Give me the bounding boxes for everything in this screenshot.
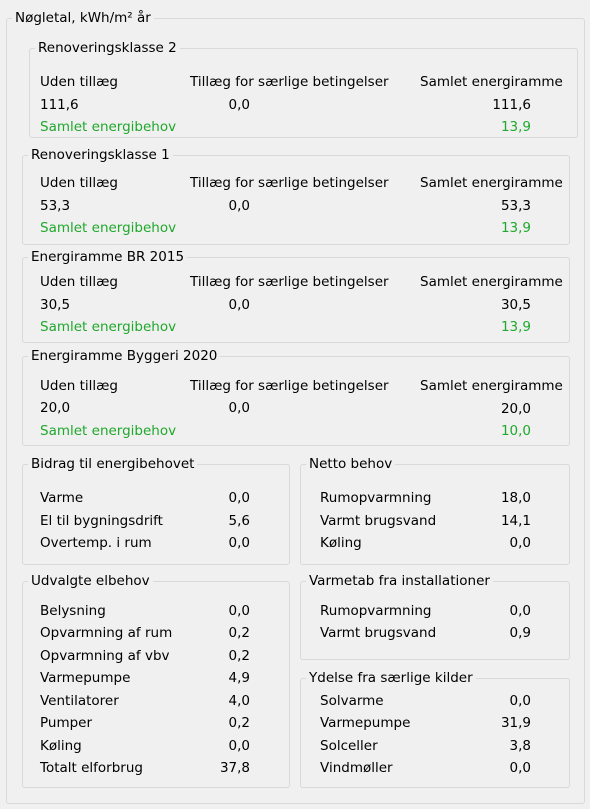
- netto-label-koeling: Køling: [320, 535, 362, 551]
- uden-tillaeg-header: Uden tillæg: [40, 175, 118, 191]
- elbehov-label: Varmepumpe: [40, 670, 131, 686]
- elbehov-label: Belysning: [40, 603, 106, 619]
- bidrag-value-overtemp: 0,0: [228, 535, 250, 551]
- samlet-value: 30,5: [500, 297, 531, 313]
- ydelse-label: Solceller: [320, 738, 378, 754]
- samlet-value: 20,0: [500, 401, 531, 417]
- netto-title: Netto behov: [306, 456, 395, 472]
- elbehov-value: 4,0: [228, 693, 250, 709]
- varmetab-value-rum: 0,0: [509, 603, 531, 619]
- samlet-header: Samlet energiramme: [420, 175, 563, 191]
- tillaeg-value: 0,0: [228, 400, 250, 416]
- samlet-value: 53,3: [500, 198, 531, 214]
- samlet-energibehov-value: 13,9: [500, 220, 531, 236]
- noegletal-title: Nøgletal, kWh/m² år: [12, 10, 154, 26]
- ydelse-value: 3,8: [509, 738, 531, 754]
- varmetab-title: Varmetab fra installationer: [306, 573, 493, 589]
- varmetab-group: [300, 573, 570, 660]
- netto-value-koeling: 0,0: [509, 535, 531, 551]
- bidrag-label-overtemp: Overtemp. i rum: [40, 535, 152, 551]
- samlet-energibehov-label: Samlet energibehov: [40, 220, 177, 236]
- uden-tillaeg-value: 53,3: [40, 198, 71, 214]
- netto-label-rum: Rumopvarmning: [320, 490, 432, 506]
- tillaeg-value: 0,0: [228, 198, 250, 214]
- tillaeg-header: Tillæg for særlige betingelser: [190, 74, 389, 90]
- elbehov-value: 0,0: [228, 738, 250, 754]
- elbehov-value: 0,2: [228, 715, 250, 731]
- samlet-energibehov-value: 13,9: [500, 119, 531, 135]
- elbehov-label: Køling: [40, 738, 82, 754]
- elbehov-title: Udvalgte elbehov: [28, 573, 153, 589]
- uden-tillaeg-value: 30,5: [40, 297, 71, 313]
- elbehov-value: 0,2: [228, 625, 250, 641]
- elbehov-value: 0,0: [228, 603, 250, 619]
- tillaeg-header: Tillæg for særlige betingelser: [190, 274, 389, 290]
- varmetab-value-brugsvand: 0,9: [509, 625, 531, 641]
- varmetab-label-brugsvand: Varmt brugsvand: [320, 625, 437, 641]
- samlet-energibehov-label: Samlet energibehov: [40, 119, 177, 135]
- uden-tillaeg-header: Uden tillæg: [40, 74, 118, 90]
- bidrag-value-el: 5,6: [228, 513, 250, 529]
- netto-value-rum: 18,0: [500, 490, 531, 506]
- ydelse-label: Solvarme: [320, 693, 384, 709]
- ydelse-value: 0,0: [509, 693, 531, 709]
- elbehov-label: Opvarmning af rum: [40, 625, 173, 641]
- elbehov-label: Ventilatorer: [40, 693, 119, 709]
- section-title: Energiramme Byggeri 2020: [28, 348, 220, 364]
- ydelse-title: Ydelse fra særlige kilder: [306, 670, 476, 686]
- samlet-energibehov-value: 13,9: [500, 319, 531, 335]
- tillaeg-header: Tillæg for særlige betingelser: [190, 175, 389, 191]
- elbehov-value: 0,2: [228, 648, 250, 664]
- ydelse-value: 0,0: [509, 760, 531, 776]
- section-title: Renoveringsklasse 2: [35, 40, 180, 56]
- elbehov-label: Opvarmning af vbv: [40, 648, 170, 664]
- uden-tillaeg-value: 111,6: [40, 97, 79, 113]
- netto-value-brugsvand: 14,1: [500, 513, 531, 529]
- ydelse-value: 31,9: [500, 715, 531, 731]
- samlet-energibehov-label: Samlet energibehov: [40, 423, 177, 439]
- uden-tillaeg-value: 20,0: [40, 400, 71, 416]
- section-title: Renoveringsklasse 1: [28, 147, 173, 163]
- tillaeg-header: Tillæg for særlige betingelser: [190, 378, 389, 394]
- samlet-value: 111,6: [492, 97, 531, 113]
- varmetab-label-rum: Rumopvarmning: [320, 603, 432, 619]
- bidrag-value-varme: 0,0: [228, 490, 250, 506]
- samlet-header: Samlet energiramme: [420, 378, 563, 394]
- elbehov-label: Pumper: [40, 715, 93, 731]
- section-title: Energiramme BR 2015: [28, 249, 187, 265]
- bidrag-label-varme: Varme: [40, 490, 84, 506]
- uden-tillaeg-header: Uden tillæg: [40, 274, 118, 290]
- elbehov-value-total: 37,8: [219, 760, 250, 776]
- ydelse-label: Varmepumpe: [320, 715, 411, 731]
- bidrag-label-el: El til bygningsdrift: [40, 513, 163, 529]
- tillaeg-value: 0,0: [228, 297, 250, 313]
- tillaeg-value: 0,0: [228, 97, 250, 113]
- samlet-header: Samlet energiramme: [420, 74, 563, 90]
- netto-label-brugsvand: Varmt brugsvand: [320, 513, 437, 529]
- samlet-header: Samlet energiramme: [420, 274, 563, 290]
- samlet-energibehov-value: 10,0: [500, 423, 531, 439]
- bidrag-title: Bidrag til energibehovet: [28, 456, 197, 472]
- uden-tillaeg-header: Uden tillæg: [40, 378, 118, 394]
- elbehov-label-total: Totalt elforbrug: [40, 760, 143, 776]
- ydelse-label: Vindmøller: [320, 760, 393, 776]
- samlet-energibehov-label: Samlet energibehov: [40, 319, 177, 335]
- elbehov-value: 4,9: [228, 670, 250, 686]
